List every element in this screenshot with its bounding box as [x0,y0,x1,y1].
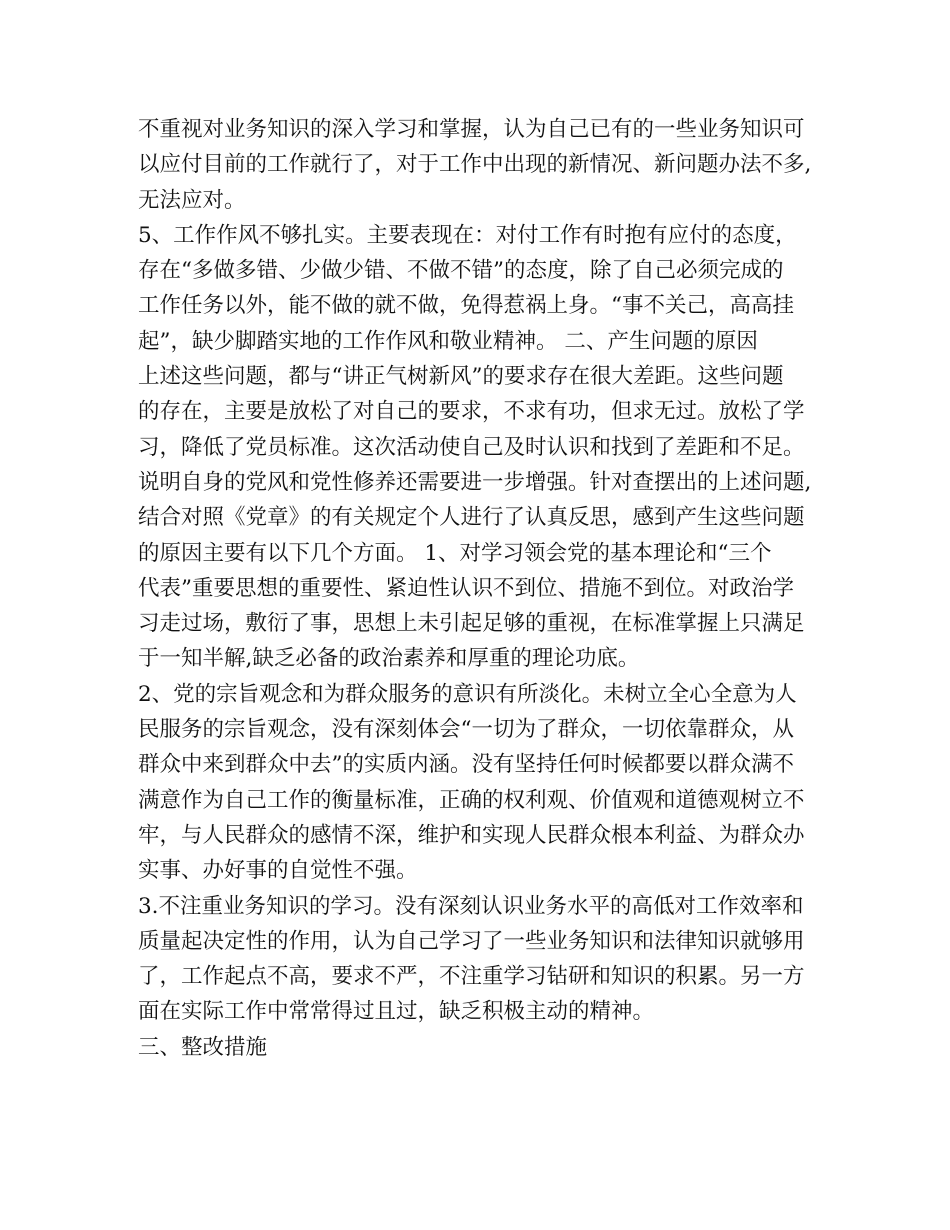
text-line: 2、党的宗旨观念和为群众服务的意识有所淡化。未树立全心全意为人 [138,681,797,707]
text-line: 质量起决定性的作用，认为自己学习了一些业务知识和法律知识就够用 [138,928,805,954]
text-line: 习，降低了党员标准。这次活动使自己及时认识和找到了差距和不足。 [138,434,805,460]
text-line: 5、工作作风不够扎实。主要表现在：对付工作有时抱有应付的态度， [138,222,797,248]
text-line: 群众中来到群众中去”的实质内涵。没有坚持任何时候都要以群众满不 [138,752,794,778]
text-line: 实事、办好事的自觉性不强。 [138,858,418,884]
text-line: 满意作为自己工作的衡量标准，正确的权利观、价值观和道德观树立不 [138,787,805,813]
text-line: 习走过场，敷衍了事，思想上未引起足够的重视，在标准掌握上只满足 [138,611,805,637]
text-line: 于一知半解,缺乏必备的政治素养和厚重的理论功底。 [138,646,640,672]
text-line: 上述这些问题，都与“讲正气树新风”的要求存在很大差距。这些问题 [138,364,784,390]
text-line: 了，工作起点不高，要求不严，不注重学习钻研和知识的积累。另一方 [138,964,805,990]
text-line: 不重视对业务知识的深入学习和掌握，认为自己已有的一些业务知识可 [138,117,805,142]
text-line: 的存在，主要是放松了对自己的要求，不求有功，但求无过。放松了学 [138,399,805,425]
text-line: 代表”重要思想的重要性、紧迫性认识不到位、措施不到位。对政治学 [138,575,794,601]
text-line: 存在“多做多错、少做少错、不做不错”的态度，除了自己必须完成的 [138,258,784,284]
text-line: 以应付目前的工作就行了，对于工作中出现的新情况、新问题办法不多, [138,152,812,178]
text-line: 说明自身的党风和党性修养还需要进一步增强。针对查摆出的上述问题, [138,469,812,495]
text-line: 起”，缺少脚踏实地的工作作风和敬业精神。 二、产生问题的原因 [138,328,758,354]
text-line: 无法应对。 [138,187,246,213]
section-heading: 三、整改措施 [138,1034,268,1060]
text-line: 3.不注重业务知识的学习。没有深刻认识业务水平的高低对工作效率和 [138,893,804,919]
text-line: 面在实际工作中常常得过且过，缺乏积极主动的精神。 [138,999,655,1025]
text-line: 结合对照《党章》的有关规定个人进行了认真反思，感到产生这些问题 [138,505,805,531]
text-line: 的原因主要有以下几个方面。 1、对学习领会党的基本理论和“三个 [138,540,772,566]
document-body [138,112,828,1065]
text-line: 工作任务以外，能不做的就不做，免得惹祸上身。“事不关己，高高挂 [138,293,794,319]
text-line: 民服务的宗旨观念，没有深刻体会“一切为了群众，一切依靠群众，从 [138,717,794,743]
text-line: 牢，与人民群众的感情不深，维护和实现人民群众根本利益、为群众办 [138,822,805,848]
